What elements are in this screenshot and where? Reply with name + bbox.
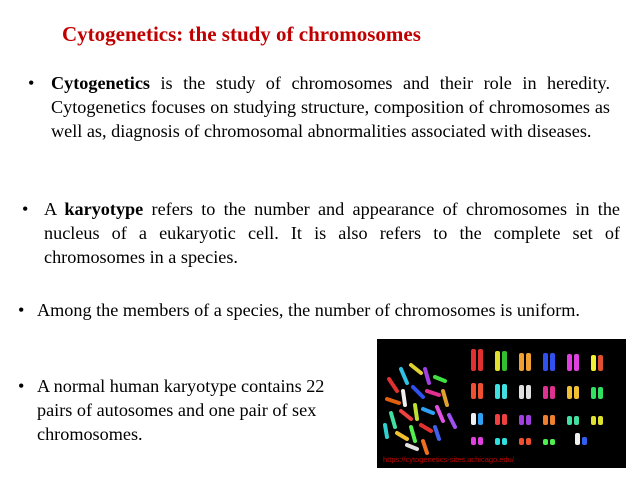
bullet-body: is the study of chromosomes and their role in heredity. Cytogenetics focuses on studying structure, composition of chromosomes as well as, diagnosis of chromosomal abnormalities associated with diseases. xyxy=(51,73,610,141)
bullet-marker: • xyxy=(18,300,25,320)
image-credit: https://cytogenetics-sites.uchicago.edu/ xyxy=(383,455,514,464)
karyogram-row-1 xyxy=(471,349,603,371)
karyotype-image xyxy=(377,339,626,468)
bullet-body: A normal human karyotype contains 22 pairs of autosomes and one pair of sex chromosomes. xyxy=(37,376,325,444)
bullet-marker: • xyxy=(28,73,35,93)
bullet-karyotype xyxy=(22,197,620,269)
bullet-chromosome-number xyxy=(18,298,618,322)
metaphase-spread xyxy=(377,339,467,468)
bullet-prefix: A xyxy=(44,199,65,219)
bullet-marker: • xyxy=(18,376,25,396)
karyogram-row-3 xyxy=(471,413,603,425)
bullet-marker: • xyxy=(22,199,29,219)
keyword-cytogenetics: Cytogenetics xyxy=(51,73,150,93)
keyword-karyotype: karyotype xyxy=(64,199,144,219)
bullet-body: Among the members of a species, the number of chromosomes is uniform. xyxy=(37,300,580,320)
bullet-text xyxy=(51,71,610,143)
bullet-body: refers to the number and appearance of chromosomes in the nucleus of a eukaryotic cell. It is also refers to the complete set of chromosomes in a species. xyxy=(44,199,620,267)
bullet-text xyxy=(44,197,620,269)
karyogram-row-2 xyxy=(471,383,603,399)
karyogram xyxy=(467,345,623,455)
slide-title: Cytogenetics: the study of chromosomes xyxy=(62,22,421,46)
bullet-cytogenetics xyxy=(28,71,610,143)
karyogram-row-4 xyxy=(471,433,587,445)
bullet-human-karyotype xyxy=(18,374,358,446)
